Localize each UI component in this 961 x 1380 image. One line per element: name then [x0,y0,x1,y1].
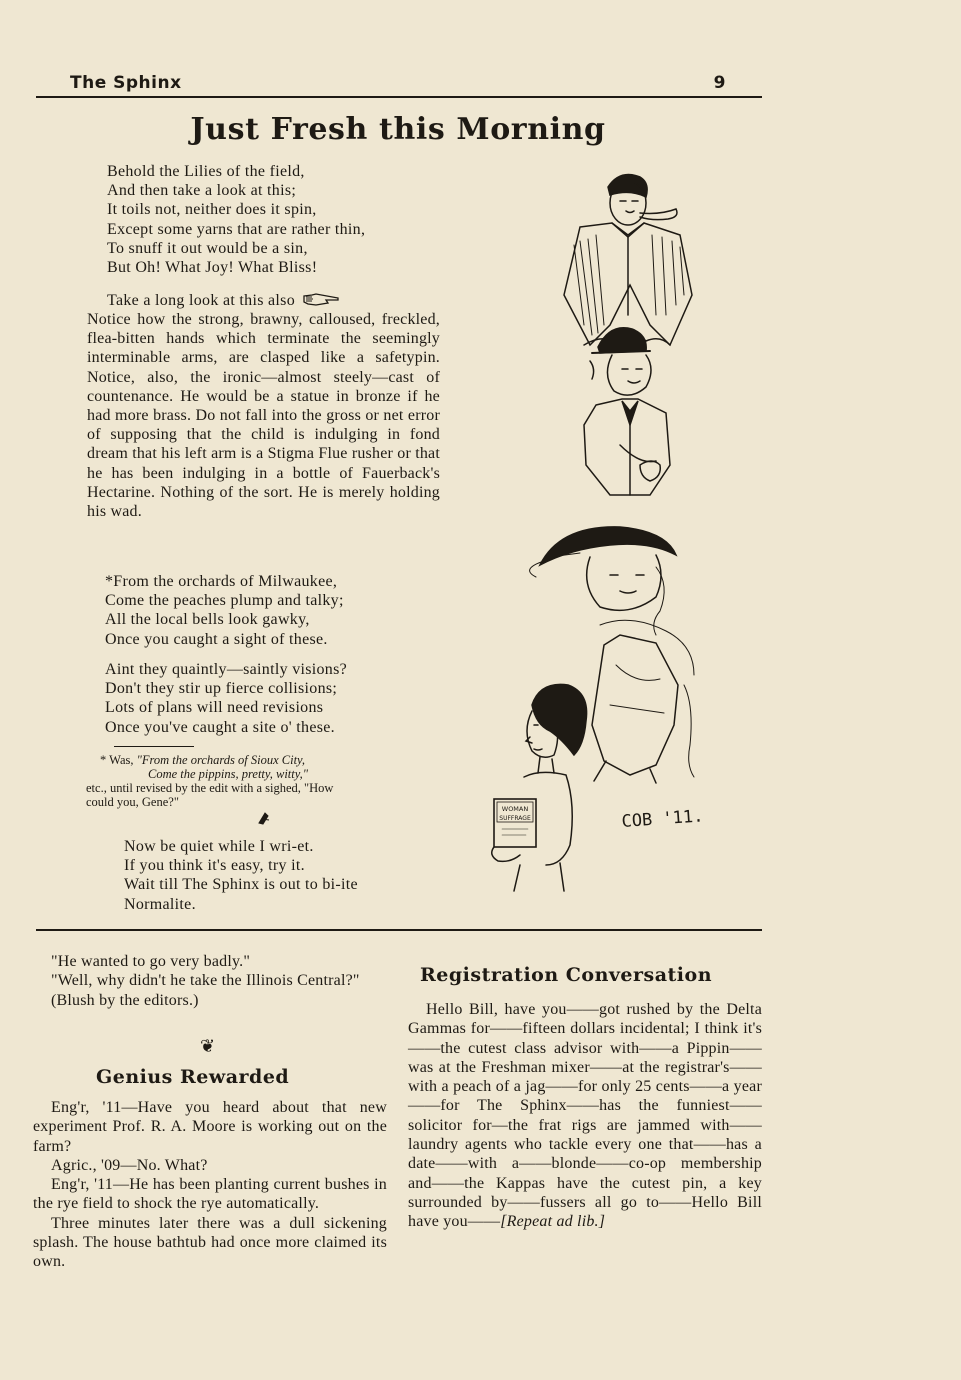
verse-line: All the local bells look gawky, [105,611,310,629]
verse-line: *From the orchards of Milwaukee, [105,573,338,590]
verse-line: Once you've caught a site o' these. [105,718,335,736]
registration-conversation-title: Registration Conversation [420,964,713,986]
stanza-1 [107,162,365,277]
footnote-rest-1: etc., until revised by the edit with a sighed, "How [86,781,334,795]
verse-line: Normalite. [124,895,196,913]
joke [33,952,387,1010]
ornament-icon: ❦ [200,1036,216,1056]
paragraph: Three minutes later there was a dull sickening splash. The house bathtub had once more claimed its own. [33,1214,387,1271]
running-head [36,70,762,98]
book-label-1: WOMAN [501,805,529,813]
pointing-hand-icon [302,292,342,308]
footnote [86,753,446,809]
boy-cap [598,328,646,353]
genius-rewarded-body [33,1098,387,1272]
stanza-3 [105,660,347,737]
footnote-verse-1: "From the orchards of Sioux City, [136,753,306,767]
artist-signature: COB '11. [620,806,705,832]
joke-line: "He wanted to go very badly." [51,953,251,970]
joke-line: "Well, why didn't he take the Illinois Central?" [51,972,360,990]
book-label-2: SUFFRAGE [499,815,531,822]
cartoon-illustration [480,165,730,895]
verse-line: Aint they quaintly—saintly visions? [105,661,348,678]
verse-line: It toils not, neither does it spin, [107,201,317,219]
boy-face [607,355,651,395]
page-number: 9 [713,73,726,93]
verse-line: Except some yarns that are rather thin, [107,220,366,238]
verse-line: Wait till The Sphinx is out to bi-ite [124,876,358,894]
footnote-rest-2: could you, Gene?" [86,795,179,809]
girl-hat [540,527,676,565]
genius-rewarded-title: Genius Rewarded [96,1066,290,1088]
stanza-4 [124,837,358,914]
registration-conversation-body [408,1000,762,1232]
conversation-text: Hello Bill, have you——got rushed by the Delta Gammas for——fifteen dollars incidental; I think it's——the cutest class advisor with——a Pippin——was at the Freshman mixer——at the registrar's——with a peach of a jag——for only 25 cents——a year——for The Sphinx——has the funniest——solicitor for—the frat rigs are jammed with——laundry agents who tackle every one that——has a date——with a——blonde——co-op membership and——the Kappas have the cutest pin, a key surrounded by——fussers all go to——Hello Bill have you—— [408,1001,762,1231]
footnote-divider [114,746,194,747]
prose-body: Notice how the strong, brawny, calloused, freckled, flea-bitten hands which terminate the seemingly interminable arms, are clasped like a safetypin. Notice, also, the ironic—almost steely—cast of countenance. He would be a statue in bronze if he had more brass. Do not fall into the gross or net error of supposing that the child is indulging in fond dream that his left arm is a Stigma Flue rusher or that he has been indulging in a bottle of Fauerback's Hectarine. Nothing of the sort. He is merely holding his wad. [87,311,440,521]
section-divider [36,929,762,931]
magazine-name: The Sphinx [70,73,182,93]
stanza-2 [105,572,344,649]
paragraph: Eng'r, '11—He has been planting current bushes in the rye field to shock the rye automatically. [33,1176,387,1213]
man-hair [608,175,647,197]
boy-hands [640,461,660,481]
joke-line: (Blush by the editors.) [51,991,199,1009]
flourish-icon [256,810,272,826]
footnote-verse-2: Come the pippins, pretty, witty," [148,767,308,781]
footnote-marker: * Was, [100,753,134,767]
verse-line: Don't they stir up fierce collisions; [105,680,338,698]
verse-line: To snuff it out would be a sin, [107,239,308,257]
paragraph: Eng'r, '11—Have you heard about that new experiment Prof. R. A. Moore is working out on the farm? [33,1099,387,1155]
suffragette-neck [538,757,554,773]
verse-line: Lots of plans will need revisions [105,699,324,717]
verse-line: Behold the Lilies of the field, [107,163,305,180]
girl-face [587,555,661,610]
verse-line: Now be quiet while I wri-et. [124,838,314,855]
girl-shawl [600,620,694,675]
girl-dress [592,635,678,775]
conversation-ending: [Repeat ad lib.] [500,1213,606,1231]
suffragette-hair [532,684,587,755]
verse-line: If you think it's easy, try it. [124,857,305,875]
verse-line: But Oh! What Joy! What Bliss! [107,259,318,277]
verse-line: Come the peaches plump and talky; [105,592,344,610]
prose-lead-text: Take a long look at this also [107,292,295,309]
verse-line: And then take a look at this; [107,182,297,200]
boy-tie [622,401,638,425]
verse-line: Once you caught a sight of these. [105,630,328,648]
paragraph: Agric., '09—No. What? [51,1156,208,1174]
prose-lead [107,291,342,310]
article-title: Just Fresh this Morning [190,112,606,147]
